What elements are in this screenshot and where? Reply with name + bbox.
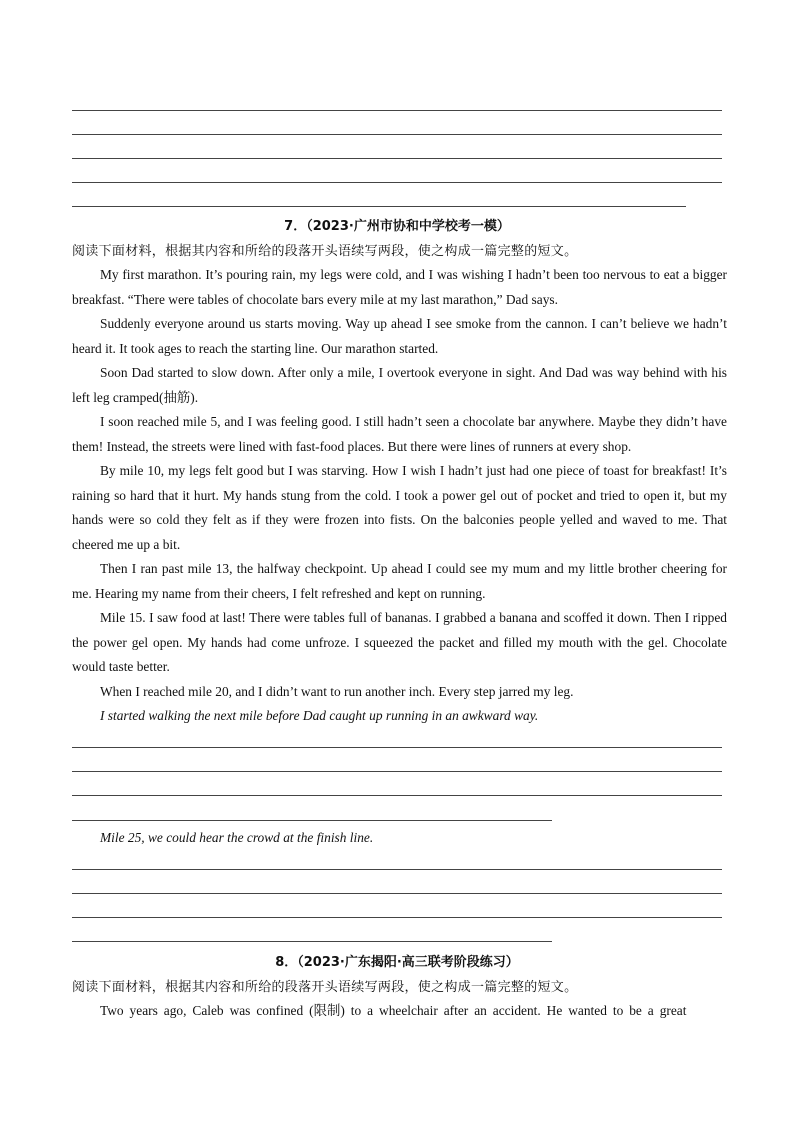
passage-paragraph: My first marathon. It’s pouring rain, my legs were cold, and I was wishing I hadn’t been too nervous to eat a bigger breakfast. “There were tables of chocolate bars every mile at my last marathon,” Dad says. [72, 267, 727, 307]
question-8-title: 8．（2023·广东揭阳·高三联考阶段练习） [275, 955, 519, 970]
writing-line [72, 893, 722, 894]
passage-paragraph: Mile 15. I saw food at last! There were tables full of bananas. I grabbed a banana and scoffed it down. Then I ripped the power gel open. My hands had come unfroze. I squeezed the packet and filled my mouth with the gel. Chocolate would taste better. [72, 610, 727, 674]
writing-line [72, 771, 722, 772]
writing-line [72, 182, 722, 183]
writing-line [72, 795, 722, 796]
writing-line [72, 917, 722, 918]
writing-line [72, 158, 722, 159]
passage-paragraph: Suddenly everyone around us starts moving. Way up ahead I see smoke from the cannon. I can’t believe we hadn’t heard it. It took ages to reach the starting line. Our marathon started. [72, 316, 727, 356]
writing-line [72, 941, 552, 942]
writing-line [72, 869, 722, 870]
passage-paragraph: Two years ago, Caleb was confined (限制) to a wheelchair after an accident. He wanted to be a great [100, 1003, 687, 1018]
continuation-prompt-2: Mile 25, we could hear the crowd at the finish line. [100, 830, 374, 845]
passage-paragraph: Soon Dad started to slow down. After only a mile, I overtook everyone in sight. And Dad was way behind with his left leg cramped(抽筋). [72, 365, 727, 405]
writing-line [72, 747, 722, 748]
writing-line [72, 110, 722, 111]
passage-paragraph: By mile 10, my legs felt good but I was starving. How I wish I hadn’t just had one piece of toast for breakfast! It’s raining so hard that it hurt. My hands stung from the cold. I took a power gel out of pocket and tried to open it, but my hands were so cold they felt as if they were frozen into fists. On the balconies people yelled and waved to me. That cheered me up a bit. [72, 463, 727, 552]
writing-line [72, 820, 552, 821]
writing-line [72, 206, 686, 207]
passage-paragraph: When I reached mile 20, and I didn’t want to run another inch. Every step jarred my leg. [100, 684, 574, 699]
question-7-instruction: 阅读下面材料，根据其内容和所给的段落开头语续写两段，使之构成一篇完整的短文。 [72, 244, 578, 259]
continuation-prompt-1: I started walking the next mile before Dad caught up running in an awkward way. [100, 708, 539, 723]
question-7-title: 7．（2023·广州市协和中学校考一模） [284, 219, 510, 234]
question-8-instruction: 阅读下面材料，根据其内容和所给的段落开头语续写两段，使之构成一篇完整的短文。 [72, 980, 578, 995]
passage-paragraph: I soon reached mile 5, and I was feeling good. I still hadn’t seen a chocolate bar anywhere. Maybe they didn’t have them! Instead, the streets were lined with fast-food places. But there were lines of runners at every shop. [72, 414, 727, 454]
writing-line [72, 134, 722, 135]
passage-paragraph: Then I ran past mile 13, the halfway checkpoint. Up ahead I could see my mum and my little brother cheering for me. Hearing my name from their cheers, I felt refreshed and kept on running. [72, 561, 727, 601]
